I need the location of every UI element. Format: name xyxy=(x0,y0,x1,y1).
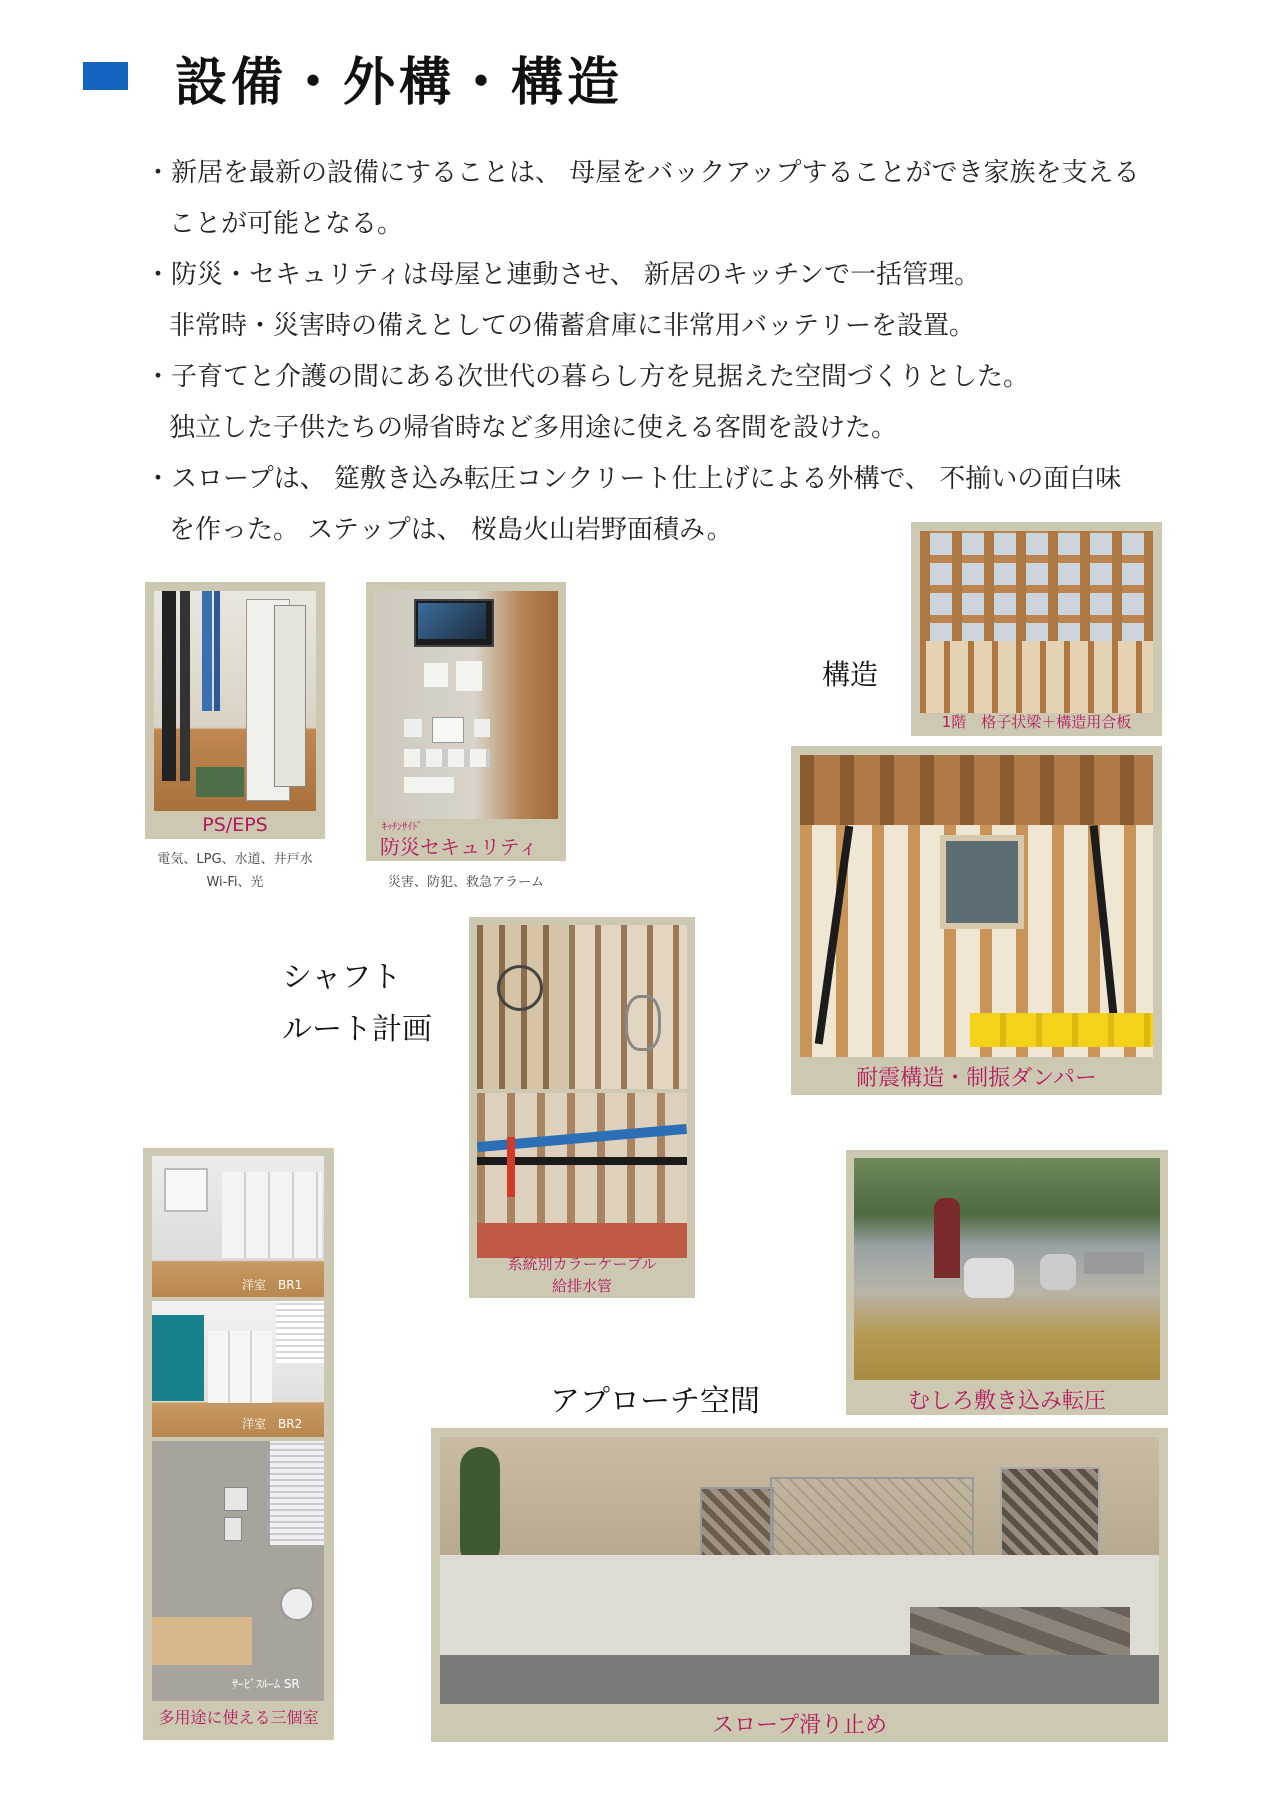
structure-panel-1 xyxy=(911,522,1162,736)
lattice-beam-photo xyxy=(920,531,1153,713)
shaft-photo-3 xyxy=(477,1093,687,1258)
bullet-line: ・防災・セキュリティは母屋と連動させ、 新居のキッチンで一括管理。 xyxy=(145,260,981,290)
br2-label: 洋室 BR2 xyxy=(242,1417,303,1431)
br1-photo xyxy=(152,1156,324,1297)
approach-heading: アプローチ空間 xyxy=(550,1384,760,1419)
structure-panel-2 xyxy=(791,746,1162,1095)
ps-eps-caption: PS/EPS xyxy=(202,814,268,836)
slope-panel xyxy=(431,1428,1168,1742)
slope-caption: スロープ滑り止め xyxy=(712,1713,887,1738)
ps-eps-sub2: Wi-Fi、光 xyxy=(206,875,264,890)
kitchen-security-caption: 防災セキュリティ xyxy=(380,835,538,859)
rooms-panel xyxy=(143,1148,334,1740)
slope-photo xyxy=(440,1437,1159,1704)
sr-photo xyxy=(152,1441,324,1701)
bullet-line: ・スロープは、 筵敷き込み転圧コンクリート仕上げによる外構で、 不揃いの面白味 xyxy=(145,464,1122,494)
bullet-line: を作った。 ステップは、 桜島火山岩野面積み。 xyxy=(169,515,733,545)
shaft-caption-2: 給排水管 xyxy=(551,1277,612,1295)
kitchen-security-photo xyxy=(374,591,558,819)
sr-label: ｻｰﾋﾞｽﾙｰﾑ SR xyxy=(232,1677,300,1691)
kitchen-security-panel xyxy=(366,582,566,861)
shaft-photo-1 xyxy=(477,925,564,1089)
bullet-line: ・新居を最新の設備にすることは、 母屋をバックアップすることができ家族を支える xyxy=(145,158,1140,188)
ps-eps-panel xyxy=(145,582,325,839)
rooms-caption: 多用途に使える三個室 xyxy=(158,1708,319,1727)
mat-compaction-panel xyxy=(846,1150,1168,1415)
shaft-heading-1: シャフト xyxy=(282,960,402,995)
br1-label: 洋室 BR1 xyxy=(242,1278,303,1292)
lattice-beam-caption: 1階 格子状梁＋構造用合板 xyxy=(941,713,1132,731)
seismic-damper-caption: 耐震構造・制振ダンパー xyxy=(856,1066,1097,1091)
structure-heading: 構造 xyxy=(822,658,879,691)
ps-eps-photo xyxy=(154,591,316,811)
seismic-damper-photo xyxy=(800,755,1153,1057)
shaft-caption-1: 系統別カラーケーブル xyxy=(507,1255,657,1273)
bullet-line: ことが可能となる。 xyxy=(169,209,404,239)
shaft-photo-2 xyxy=(569,925,687,1089)
title-marker xyxy=(83,62,128,90)
shaft-heading-2: ルート計画 xyxy=(282,1012,432,1047)
mat-compaction-caption: むしろ敷き込み転圧 xyxy=(907,1389,1106,1414)
bullet-line: 非常時・災害時の備えとしての備蓄倉庫に非常用バッテリーを設置。 xyxy=(169,311,976,341)
mat-compaction-photo xyxy=(854,1158,1160,1380)
ps-eps-sub1: 電気、LPG、水道、井戸水 xyxy=(157,852,313,867)
bullet-line: ・子育てと介護の間にある次世代の暮らし方を見据えた空間づくりとした。 xyxy=(145,362,1030,392)
page-title: 設備・外構・構造 xyxy=(175,53,624,113)
bullet-line: 独立した子供たちの帰省時など多用途に使える客間を設けた。 xyxy=(169,413,898,443)
shaft-route-panel xyxy=(469,917,695,1298)
br2-photo xyxy=(152,1301,324,1437)
kitchen-security-sub: 災害、防犯、救急アラーム xyxy=(387,875,544,890)
kitchen-small-caption: ｷｯﾁﾝｻｲﾄﾞ xyxy=(382,822,422,833)
description-bullets xyxy=(145,148,1145,556)
